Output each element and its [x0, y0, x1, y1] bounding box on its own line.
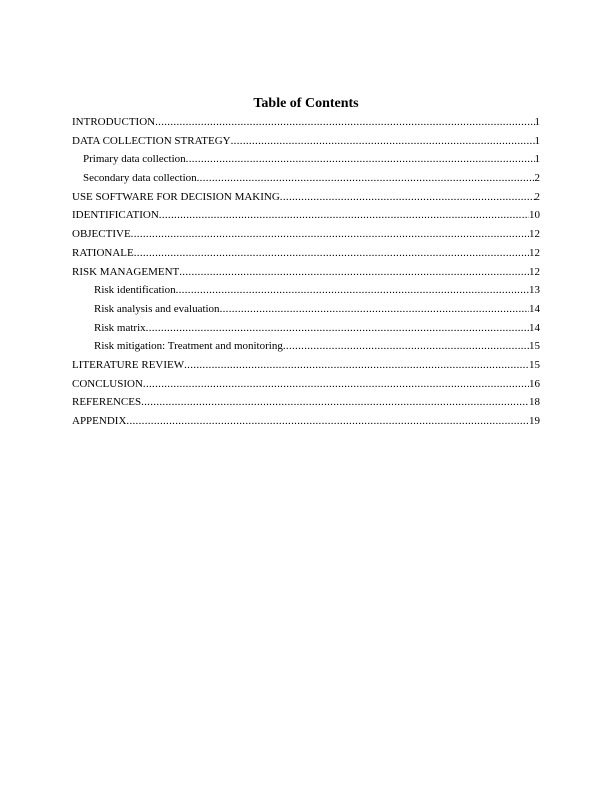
toc-entry-label: Secondary data collection	[83, 172, 197, 185]
toc-leader-dots	[134, 244, 529, 263]
toc-leader-dots	[179, 263, 529, 282]
toc-entry-page: 15	[529, 358, 540, 371]
toc-entry-page: 12	[529, 228, 540, 241]
toc-entry-identification[interactable]	[72, 206, 540, 225]
toc-entry-secondary-data-collection[interactable]	[72, 169, 540, 188]
toc-leader-dots	[197, 169, 535, 188]
toc-entry-page: 12	[529, 246, 540, 259]
toc-entry-label: APPENDIX	[72, 415, 127, 427]
toc-entry-primary-data-collection[interactable]	[72, 150, 540, 169]
toc-entry-risk-mitigation[interactable]	[72, 337, 540, 356]
toc-entry-page: 18	[529, 396, 540, 409]
toc-entry-references[interactable]	[72, 393, 540, 412]
toc-entry-page: 1	[534, 134, 540, 147]
toc-leader-dots	[186, 150, 535, 169]
toc-leader-dots	[155, 113, 534, 132]
toc-entry-page: 10	[529, 209, 540, 222]
toc-entry-page: 15	[529, 340, 540, 353]
toc-entry-label: Risk matrix	[94, 321, 146, 334]
toc-entry-use-software[interactable]	[72, 188, 540, 207]
toc-leader-dots	[126, 412, 529, 431]
toc-entry-label: Primary data collection	[83, 153, 186, 166]
toc-entry-page: 12	[529, 265, 540, 278]
toc-leader-dots	[141, 393, 529, 412]
toc-entry-objective[interactable]	[72, 225, 540, 244]
toc-entry-risk-matrix[interactable]	[72, 319, 540, 338]
toc-leader-dots	[184, 356, 529, 375]
toc-entry-appendix[interactable]	[72, 412, 540, 431]
toc-entry-label: LITERATURE REVIEW	[72, 358, 185, 371]
toc-entry-page: 19	[529, 415, 540, 427]
toc-entry-page: 13	[529, 284, 540, 297]
toc-entry-label: IDENTIFICATION	[72, 209, 159, 222]
toc-title: Table of Contents	[253, 96, 359, 111]
toc-entry-page: 16	[529, 377, 540, 390]
toc-entry-label: Risk analysis and evaluation	[94, 302, 220, 315]
toc-entry-page: 2	[534, 172, 540, 185]
toc-entry-introduction[interactable]	[72, 113, 540, 132]
toc-entry-page: 1	[534, 116, 540, 128]
toc-entry-page: 2	[534, 190, 540, 203]
toc-entry-page: 1	[534, 153, 540, 166]
toc-entry-risk-identification[interactable]	[72, 281, 540, 300]
toc-leader-dots	[220, 300, 529, 319]
toc-entry-label: RISK MANAGEMENT	[72, 265, 180, 278]
toc-entry-conclusion[interactable]	[72, 375, 540, 394]
toc-entry-risk-management[interactable]	[72, 263, 540, 282]
toc-list	[72, 113, 540, 431]
toc-entry-label: REFERENCES	[72, 396, 142, 409]
toc-entry-label: RATIONALE	[72, 246, 134, 259]
toc-leader-dots	[146, 319, 529, 338]
toc-entry-label: USE SOFTWARE FOR DECISION MAKING	[72, 190, 280, 203]
toc-entry-data-collection-strategy[interactable]	[72, 132, 540, 151]
toc-entry-page: 14	[529, 302, 540, 315]
toc-leader-dots	[143, 375, 529, 394]
toc-entry-risk-analysis[interactable]	[72, 300, 540, 319]
toc-leader-dots	[176, 281, 529, 300]
toc-leader-dots	[231, 132, 535, 151]
toc-entry-label: CONCLUSION	[72, 377, 143, 390]
toc-entry-label: OBJECTIVE	[72, 228, 131, 241]
toc-entry-label: DATA COLLECTION STRATEGY	[72, 134, 231, 147]
toc-leader-dots	[280, 188, 535, 207]
toc-leader-dots	[159, 206, 529, 225]
toc-entry-label: Risk mitigation: Treatment and monitoring	[94, 340, 283, 353]
toc-leader-dots	[131, 225, 529, 244]
toc-entry-rationale[interactable]	[72, 244, 540, 263]
toc-entry-page: 14	[529, 321, 540, 334]
toc-entry-label: INTRODUCTION	[72, 116, 156, 128]
toc-entry-label: Risk identification	[94, 284, 176, 297]
toc-leader-dots	[283, 337, 529, 356]
toc-entry-literature-review[interactable]	[72, 356, 540, 375]
